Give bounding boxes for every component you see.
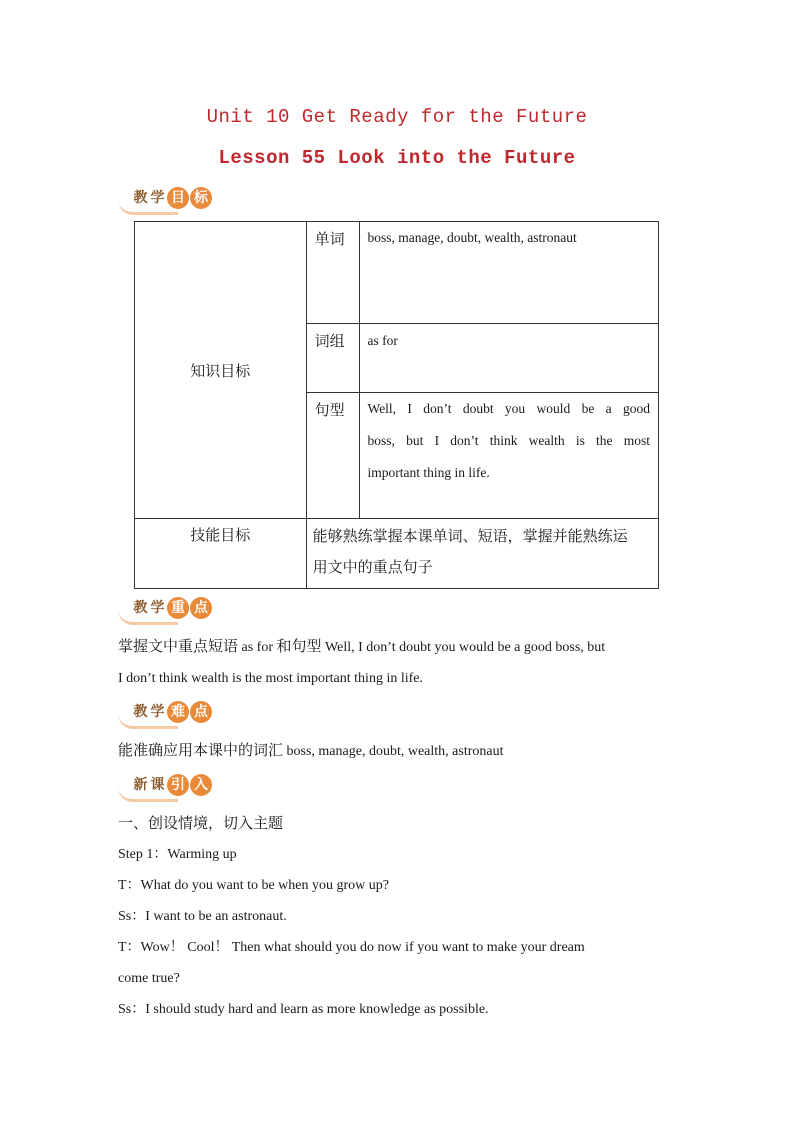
objectives-table <box>134 221 659 589</box>
badge-char: 教 <box>133 600 148 616</box>
intro-line: T：Wow！ Cool！ Then what should you do now if you want to make your dream <box>118 940 585 955</box>
badge-char: 教 <box>133 190 148 206</box>
intro-line: Step 1：Warming up <box>118 847 237 862</box>
skill-line: 能够熟练掌握本课单词、短语，掌握并能熟练运 <box>312 527 628 545</box>
lesson-title: Lesson 55 Look into the Future <box>218 147 576 169</box>
section-badge-objectives <box>118 187 228 213</box>
badge-char: 点 <box>190 701 212 723</box>
sentence-value <box>359 393 658 519</box>
key-points-text <box>118 631 676 694</box>
sentence-label: 句型 <box>306 393 359 519</box>
key-points-phrase: as for <box>238 640 277 655</box>
key-points-line <box>118 631 676 663</box>
key-points-sentence: Well, I don’t doubt you would be a good boss, but <box>321 640 606 655</box>
intro-line: T：What do you want to be when you grow up? <box>118 878 389 893</box>
unit-title: Unit 10 Get Ready for the Future <box>206 106 588 128</box>
difficulties-words: boss, manage, doubt, wealth, astronaut <box>283 744 504 759</box>
skill-goal-value <box>306 519 658 589</box>
intro-line: Ss：I should study hard and learn as more knowledge as possible. <box>118 1002 489 1017</box>
badge-char: 难 <box>167 701 189 723</box>
skill-goal-cell: 技能目标 <box>135 519 307 589</box>
key-points-cn: 和句型 <box>276 637 322 655</box>
intro-line: Ss：I want to be an astronaut. <box>118 909 287 924</box>
skill-line: 用文中的重点句子 <box>312 558 433 576</box>
section-badge-difficulties <box>118 701 228 727</box>
badge-char: 教 <box>133 704 148 720</box>
difficulties-cn: 能准确应用本课中的词汇 <box>118 741 284 759</box>
sentence-line: Well, I don’t doubt you would be a good <box>367 401 650 416</box>
sentence-line: important thing in life. <box>367 465 490 480</box>
badge-char: 入 <box>190 774 212 796</box>
knowledge-goal-cell: 知识目标 <box>135 222 307 519</box>
difficulties-text <box>118 735 676 767</box>
words-value: boss, manage, doubt, wealth, astronaut <box>359 222 658 324</box>
section-badge-introduction <box>118 774 228 800</box>
badge-char: 点 <box>190 597 212 619</box>
badge-char: 新 <box>133 777 148 793</box>
badge-char: 标 <box>190 187 212 209</box>
phrases-value: as for <box>359 324 658 393</box>
intro-heading: 一、创设情境，切入主题 <box>118 814 284 832</box>
badge-char: 学 <box>150 600 165 616</box>
section-badge-key-points <box>118 597 228 623</box>
intro-line: come true? <box>118 971 180 986</box>
words-label: 单词 <box>306 222 359 324</box>
badge-char: 引 <box>167 774 189 796</box>
key-points-cn: 掌握文中重点短语 <box>118 637 239 655</box>
badge-char: 课 <box>150 777 165 793</box>
badge-char: 重 <box>167 597 189 619</box>
badge-char: 学 <box>150 704 165 720</box>
sentence-line: boss, but I don’t think wealth is the most <box>367 433 650 448</box>
badge-char: 目 <box>167 187 189 209</box>
badge-char: 学 <box>150 190 165 206</box>
phrases-label: 词组 <box>306 324 359 393</box>
introduction-body <box>118 808 676 1025</box>
key-points-line: I don’t think wealth is the most important thing in life. <box>118 671 423 686</box>
